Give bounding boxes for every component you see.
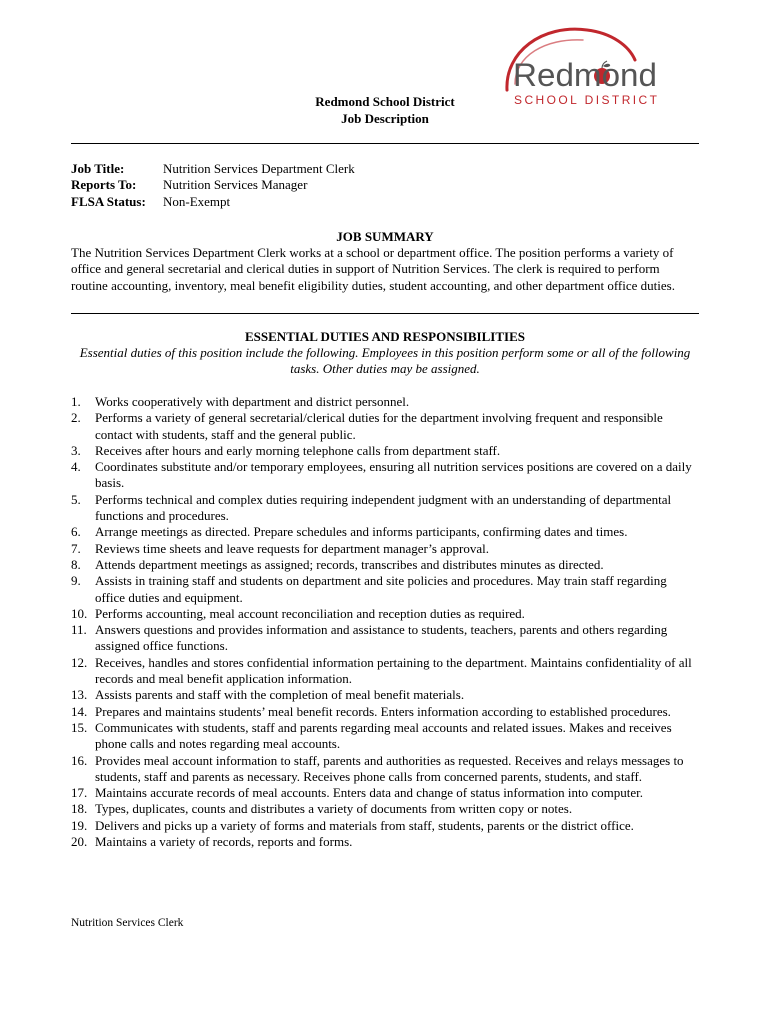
duty-text: Performs a variety of general secretarial/clerical duties for the department involving frequent and responsible contact with students, staff and the general public. — [95, 410, 663, 442]
page-footer: Nutrition Services Clerk — [71, 917, 184, 929]
flsa-status-label: FLSA Status: — [71, 193, 146, 209]
duty-item — [71, 492, 699, 525]
duty-text: Coordinates substitute and/or temporary employees, ensuring all nutrition services positions are covered on a daily basis. — [95, 459, 692, 491]
essential-duties-heading: ESSENTIAL DUTIES AND RESPONSIBILITIES — [245, 329, 525, 344]
duty-item — [71, 622, 699, 655]
duty-item — [71, 557, 699, 573]
duty-number: 13. — [71, 687, 88, 703]
duty-text: Receives after hours and early morning telephone calls from department staff. — [95, 442, 501, 458]
duty-number: 4. — [71, 459, 81, 475]
duty-text: Provides meal account information to staff, parents and authorities as requested. Receives and relays messages to students, staff and parents as necessary. Receives phone calls from concerned parents, students, and staff. — [95, 752, 684, 784]
duty-number: 10. — [71, 605, 88, 621]
job-title-label: Job Title: — [71, 161, 125, 176]
duty-text: Performs accounting, meal account reconciliation and reception duties as required. — [95, 605, 525, 621]
duty-text: Reviews time sheets and leave requests for department manager’s approval. — [95, 540, 489, 556]
reports-to-row — [71, 177, 355, 193]
flsa-status-row — [71, 194, 355, 210]
duty-text: Types, duplicates, counts and distributes a variety of documents from written copy or notes. — [95, 801, 573, 817]
duty-text: Arrange meetings as directed. Prepare schedules and informs participants, confirming dates and times. — [95, 524, 628, 540]
duty-item — [71, 573, 699, 606]
duty-item — [71, 801, 699, 817]
document-type-heading: Job Description — [341, 111, 429, 126]
duty-item — [71, 720, 699, 753]
duty-item — [71, 687, 699, 703]
duty-item — [71, 834, 699, 850]
duty-text: Works cooperatively with department and district personnel. — [95, 394, 410, 409]
duty-item — [71, 459, 699, 492]
duty-text: Maintains accurate records of meal accounts. Enters data and change of status information into computer. — [95, 785, 643, 801]
essential-duties-intro: Essential duties of this position include the following. Employees in this position perform some or all of the following tasks. Other duties may be assigned. — [79, 345, 691, 377]
duty-number: 3. — [71, 442, 81, 458]
duty-text: Assists in training staff and students on department and site policies and procedures. May train staff regarding office duties and equipment. — [95, 573, 667, 605]
district-name-heading: Redmond School District — [315, 94, 455, 109]
duty-item — [71, 524, 699, 540]
duty-number: 8. — [71, 556, 81, 572]
job-title-value: Nutrition Services Department Clerk — [163, 161, 355, 176]
duty-item — [71, 394, 699, 410]
duty-number: 18. — [71, 801, 88, 817]
duty-number: 12. — [71, 654, 88, 670]
duty-item — [71, 606, 699, 622]
duty-text: Assists parents and staff with the completion of meal benefit materials. — [95, 687, 465, 703]
duty-number: 1. — [71, 394, 81, 409]
duty-item — [71, 818, 699, 834]
divider-line — [71, 313, 699, 314]
duty-text: Delivers and picks up a variety of forms and materials from staff, students, parents or the district office. — [95, 817, 634, 833]
duty-number: 15. — [71, 719, 88, 735]
reports-to-label: Reports To: — [71, 177, 137, 193]
duty-number: 19. — [71, 817, 88, 833]
duty-number: 14. — [71, 703, 88, 719]
duty-number: 6. — [71, 524, 81, 540]
logo-subtitle: SCHOOL DISTRICT — [514, 93, 657, 107]
job-title-row — [71, 161, 355, 177]
flsa-status-value: Non-Exempt — [163, 193, 231, 209]
duty-item — [71, 753, 699, 786]
duty-item — [71, 541, 699, 557]
duty-number: 20. — [71, 834, 88, 850]
duties-list — [71, 394, 699, 850]
duty-number: 17. — [71, 785, 88, 801]
duty-text: Maintains a variety of records, reports and forms. — [95, 834, 353, 850]
duty-number: 11. — [71, 622, 87, 638]
job-info-block — [71, 161, 355, 210]
duty-number: 2. — [71, 410, 81, 426]
logo-wordmark: Redmond — [513, 57, 657, 93]
job-summary-text: The Nutrition Services Department Clerk works at a school or department office. The position performs a variety of office and general secretarial and clerical duties in support of Nutrition Services. The clerk is required to perform routine accounting, inventory, meal benefit eligibility duties, student accounting, and other department office duties. — [71, 245, 675, 293]
duty-item — [71, 785, 699, 801]
duty-number: 9. — [71, 573, 81, 589]
duty-text: Performs technical and complex duties requiring independent judgment with an understanding of departmental functions and procedures. — [95, 491, 672, 524]
reports-to-value: Nutrition Services Manager — [163, 177, 308, 193]
divider-line — [71, 143, 699, 144]
duty-text: Answers questions and provides information and assistance to students, teachers, parents and others regarding assigned office functions. — [95, 622, 668, 654]
duty-text: Communicates with students, staff and parents regarding meal accounts and related issues. Makes and receives phone calls and notes regarding meal accounts. — [95, 719, 672, 752]
duty-item — [71, 443, 699, 459]
duty-item — [71, 410, 699, 443]
duty-number: 16. — [71, 752, 88, 768]
job-summary-heading: JOB SUMMARY — [336, 229, 434, 244]
duty-item — [71, 704, 699, 720]
duty-text: Prepares and maintains students’ meal benefit records. Enters information according to established procedures. — [95, 703, 671, 719]
duty-text: Receives, handles and stores confidential information pertaining to the department. Maintains confidentiality of all records and meal benefit application information. — [95, 654, 692, 687]
duty-text: Attends department meetings as assigned; records, transcribes and distributes minutes as directed. — [95, 556, 604, 572]
duty-number: 7. — [71, 540, 81, 556]
duty-item — [71, 655, 699, 688]
duty-number: 5. — [71, 491, 81, 507]
